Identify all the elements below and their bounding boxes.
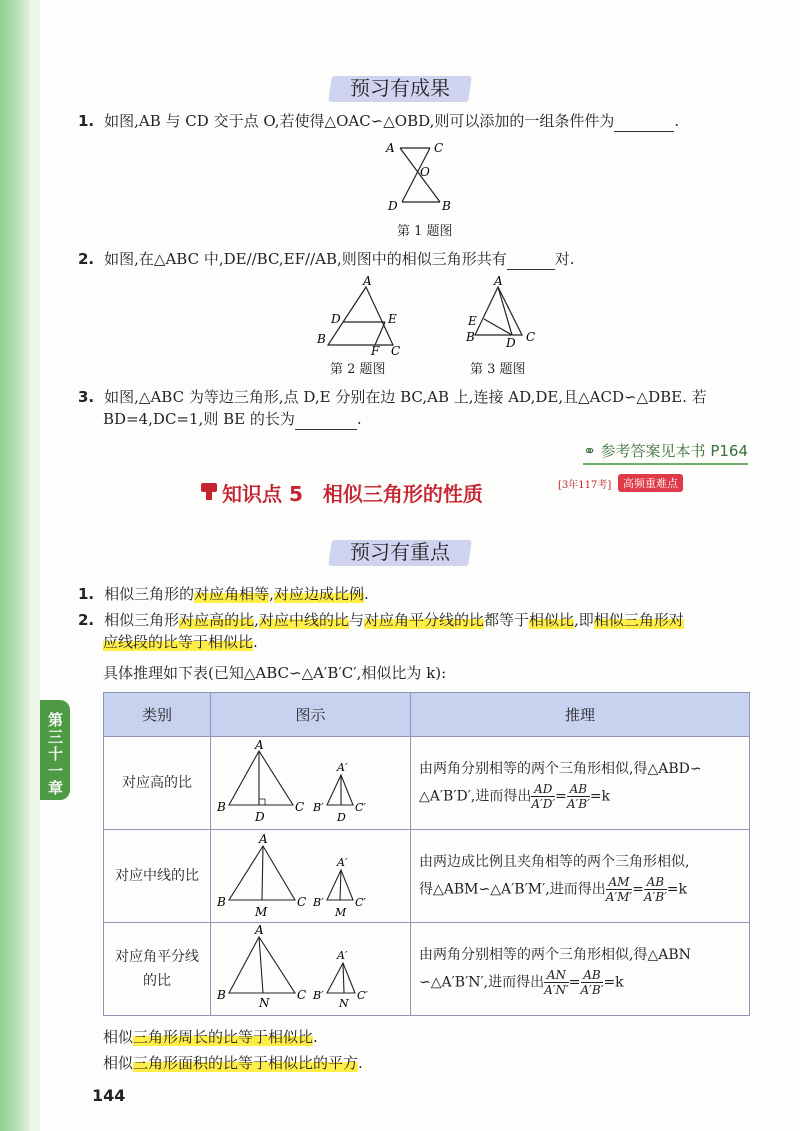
q2-label-e: E xyxy=(388,312,397,326)
header-reasoning: 推理 xyxy=(411,693,750,737)
q2-caption: 第 2 题图 xyxy=(330,362,386,377)
bisector-figure xyxy=(211,923,409,1011)
section-banner-preview-key-points: 预习有重点 xyxy=(330,534,470,570)
header-category: 类别 xyxy=(104,693,211,737)
svg-text:C: C xyxy=(297,895,307,909)
answer-reference-link[interactable]: ⚭ 参考答案见本书 P164 xyxy=(583,440,748,461)
q3-label-a: A xyxy=(494,275,503,288)
q1-label-c: C xyxy=(434,141,444,155)
q2-label-f: F xyxy=(371,344,380,355)
knowledge-point-frequency: [3年117考] xyxy=(558,480,612,491)
q1-figure xyxy=(380,140,470,215)
q3-caption: 第 3 题图 xyxy=(470,362,526,377)
q2-label-c: C xyxy=(391,344,401,355)
svg-text:B: B xyxy=(217,800,226,814)
link-icon: ⚭ xyxy=(583,442,596,460)
q2-figure xyxy=(313,275,413,355)
q1-label-a: A xyxy=(386,141,395,155)
question-1: 1. 如图,AB 与 CD 交于点 O,若使得△OAC∽△OBD,则可以添加的一组条件件为 . xyxy=(78,112,680,130)
page-number: 144 xyxy=(92,1086,126,1105)
chapter-tab: 第三十一章 xyxy=(40,700,70,800)
side-strip xyxy=(0,0,30,1131)
median-figure xyxy=(211,830,409,918)
svg-text:B′: B′ xyxy=(313,989,324,1002)
svg-text:C′: C′ xyxy=(357,989,368,1002)
svg-text:D: D xyxy=(255,810,265,824)
svg-text:B: B xyxy=(217,895,226,909)
knowledge-point-title: 知识点 5 相似三角形的性质 xyxy=(222,482,483,506)
summary-area: 相似三角形面积的比等于相似比的平方. xyxy=(103,1054,363,1072)
section-banner-preview-results: 预习有成果 xyxy=(330,70,470,106)
side-strip-inner xyxy=(30,0,40,1131)
svg-text:C′: C′ xyxy=(355,801,366,814)
svg-text:N: N xyxy=(259,996,270,1010)
key-point-2: 2. 相似三角形对应高的比,对应中线的比与对应角平分线的比都等于相似比,即相似三角形对 应线段的比等于相似比. xyxy=(78,611,684,651)
q3-label-b: B xyxy=(466,330,475,344)
svg-text:B′: B′ xyxy=(313,896,324,909)
table-intro: 具体推理如下表(已知△ABC∽△A′B′C′,相似比为 k): xyxy=(103,664,447,682)
table-row: 对应高的比 A B C D A′ B′ C′ D 由两角分别相等的两个三角形相似,得△ABD∽ △A′B′D′,进而得出 $\frac{AD}{A'D'}$ = $\frac{AB}{A'B'}$ =k xyxy=(104,737,750,830)
q2-label-a: A xyxy=(363,275,372,288)
svg-text:A: A xyxy=(259,832,268,846)
q3-label-c: C xyxy=(526,330,536,344)
header-figure: 图示 xyxy=(211,693,411,737)
answer-blank[interactable] xyxy=(614,116,674,132)
q1-label-d: D xyxy=(388,199,398,213)
properties-table xyxy=(103,692,750,1016)
q3-figure xyxy=(460,275,550,355)
svg-text:A′: A′ xyxy=(337,761,348,774)
answer-blank[interactable] xyxy=(507,254,555,270)
key-point-1: 1. 相似三角形的对应角相等,对应边成比例. xyxy=(78,585,369,603)
high-frequency-badge: 高频重难点 xyxy=(618,474,683,492)
question-2: 2. 如图,在△ABC 中,DE//BC,EF//AB,则图中的相似三角形共有 对. xyxy=(78,250,575,268)
answer-blank[interactable] xyxy=(295,414,357,430)
q3-label-e: E xyxy=(468,314,477,328)
q1-caption: 第 1 题图 xyxy=(397,224,453,239)
svg-text:A′: A′ xyxy=(337,856,348,869)
altitude-figure xyxy=(211,737,409,825)
svg-text:N: N xyxy=(339,997,349,1010)
svg-text:D: D xyxy=(337,811,346,824)
svg-text:A: A xyxy=(255,923,264,937)
q3-label-d: D xyxy=(506,336,516,350)
q2-label-b: B xyxy=(317,332,326,346)
table-row: 对应中线的比 A B C M A′ B′ C′ M 由两边成比例且夹角相等的两个三角形相似, 得△ABM∽△A′B′M′,进而得出 $\frac{AM}{A'M'}$ = $\frac{AB}{A'B'}$ =k xyxy=(104,830,750,923)
svg-text:M: M xyxy=(335,906,347,918)
svg-text:C′: C′ xyxy=(355,896,366,909)
summary-perimeter: 相似三角形周长的比等于相似比. xyxy=(103,1028,318,1046)
svg-text:C: C xyxy=(295,800,305,814)
table-row: 对应角平分线的比 A B C N A′ B′ C′ N 由两角分别相等的两个三角形相似,得△ABN ∽△A′B′N′,进而得出 $\frac{AN}{A'N'}$ = $\frac{AB}{A'B'}$ =k xyxy=(104,923,750,1016)
q1-label-b: B xyxy=(442,199,451,213)
svg-text:C: C xyxy=(297,988,307,1002)
svg-text:A: A xyxy=(255,738,264,752)
q1-label-o: O xyxy=(420,165,430,179)
pin-icon xyxy=(198,480,220,502)
svg-text:B: B xyxy=(217,988,226,1002)
q2-label-d: D xyxy=(331,312,341,326)
svg-text:B′: B′ xyxy=(313,801,324,814)
question-3: 3. 如图,△ABC 为等边三角形,点 D,E 分别在边 BC,AB 上,连接 AD,DE,且△ACD∽△DBE. 若 BD=4,DC=1,则 BE 的长为 . xyxy=(78,388,707,428)
svg-text:A′: A′ xyxy=(337,949,348,962)
svg-text:M: M xyxy=(255,905,268,918)
